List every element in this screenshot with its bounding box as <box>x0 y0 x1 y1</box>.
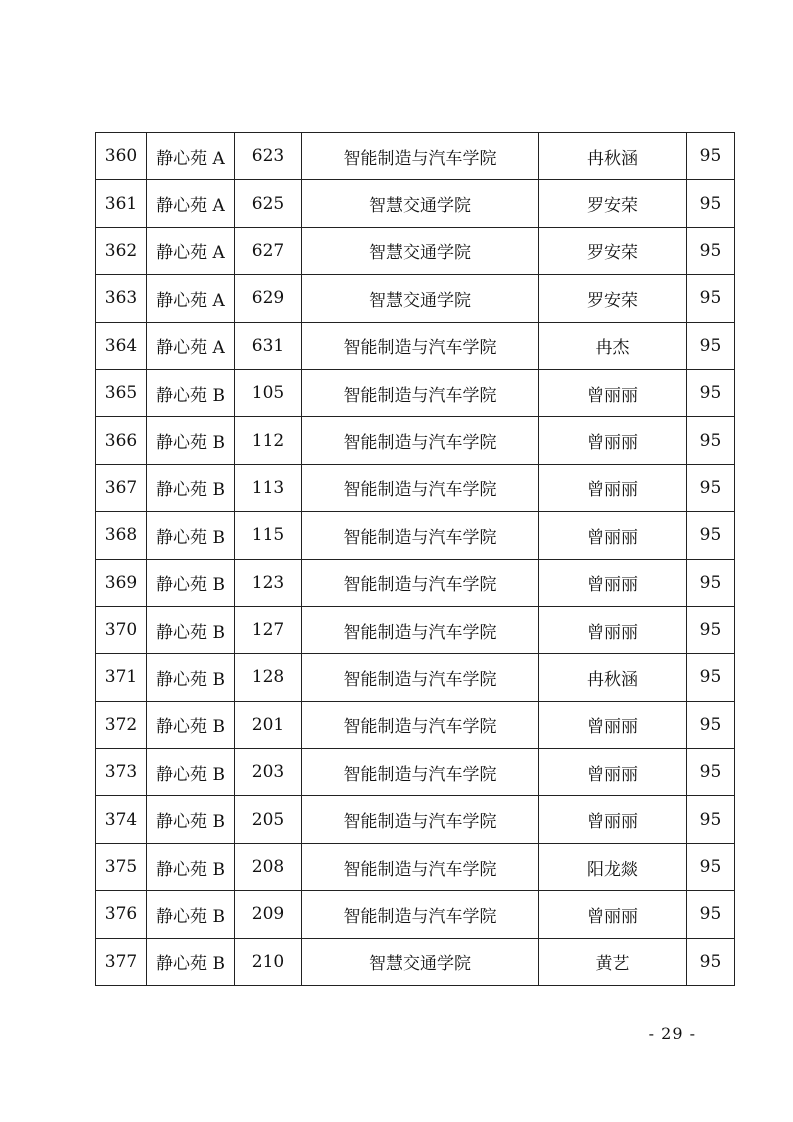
score-cell: 95 <box>687 843 735 890</box>
counselor-cell: 冉秋涵 <box>539 133 687 180</box>
dormitory-score-table <box>95 132 735 986</box>
row-index-cell: 371 <box>96 654 147 701</box>
score-cell: 95 <box>687 322 735 369</box>
score-cell: 95 <box>687 701 735 748</box>
room-number-cell: 627 <box>235 227 302 274</box>
counselor-cell: 曾丽丽 <box>539 464 687 511</box>
table-row <box>96 749 735 796</box>
college-cell: 智能制造与汽车学院 <box>302 464 539 511</box>
row-index-cell: 360 <box>96 133 147 180</box>
row-index-cell: 366 <box>96 417 147 464</box>
room-number-cell: 112 <box>235 417 302 464</box>
table-row <box>96 180 735 227</box>
row-index-cell: 363 <box>96 275 147 322</box>
counselor-cell: 曾丽丽 <box>539 796 687 843</box>
room-number-cell: 623 <box>235 133 302 180</box>
counselor-cell: 冉杰 <box>539 322 687 369</box>
college-cell: 智能制造与汽车学院 <box>302 654 539 701</box>
row-index-cell: 369 <box>96 559 147 606</box>
building-cell: 静心苑 B <box>147 701 235 748</box>
college-cell: 智能制造与汽车学院 <box>302 749 539 796</box>
row-index-cell: 367 <box>96 464 147 511</box>
building-cell: 静心苑 B <box>147 369 235 416</box>
counselor-cell: 曾丽丽 <box>539 701 687 748</box>
counselor-cell: 曾丽丽 <box>539 369 687 416</box>
row-index-cell: 365 <box>96 369 147 416</box>
table-row <box>96 606 735 653</box>
page-number: - 29 - <box>648 1024 696 1043</box>
score-cell: 95 <box>687 275 735 322</box>
table-body <box>96 133 735 986</box>
building-cell: 静心苑 B <box>147 891 235 938</box>
college-cell: 智能制造与汽车学院 <box>302 796 539 843</box>
table-row <box>96 701 735 748</box>
room-number-cell: 210 <box>235 938 302 985</box>
building-cell: 静心苑 A <box>147 322 235 369</box>
room-number-cell: 205 <box>235 796 302 843</box>
table-row <box>96 843 735 890</box>
counselor-cell: 罗安荣 <box>539 180 687 227</box>
counselor-cell: 曾丽丽 <box>539 891 687 938</box>
counselor-cell: 罗安荣 <box>539 275 687 322</box>
room-number-cell: 208 <box>235 843 302 890</box>
building-cell: 静心苑 B <box>147 654 235 701</box>
room-number-cell: 115 <box>235 512 302 559</box>
row-index-cell: 362 <box>96 227 147 274</box>
table-row <box>96 559 735 606</box>
college-cell: 智能制造与汽车学院 <box>302 512 539 559</box>
score-cell: 95 <box>687 464 735 511</box>
college-cell: 智慧交通学院 <box>302 938 539 985</box>
table-row <box>96 796 735 843</box>
counselor-cell: 曾丽丽 <box>539 606 687 653</box>
building-cell: 静心苑 B <box>147 417 235 464</box>
table-row <box>96 654 735 701</box>
room-number-cell: 631 <box>235 322 302 369</box>
row-index-cell: 377 <box>96 938 147 985</box>
table-row <box>96 464 735 511</box>
building-cell: 静心苑 B <box>147 938 235 985</box>
score-cell: 95 <box>687 891 735 938</box>
college-cell: 智能制造与汽车学院 <box>302 891 539 938</box>
room-number-cell: 128 <box>235 654 302 701</box>
table-row <box>96 133 735 180</box>
score-cell: 95 <box>687 796 735 843</box>
counselor-cell: 罗安荣 <box>539 227 687 274</box>
building-cell: 静心苑 A <box>147 180 235 227</box>
college-cell: 智能制造与汽车学院 <box>302 369 539 416</box>
table-row <box>96 417 735 464</box>
table-row <box>96 322 735 369</box>
room-number-cell: 209 <box>235 891 302 938</box>
college-cell: 智慧交通学院 <box>302 180 539 227</box>
counselor-cell: 曾丽丽 <box>539 559 687 606</box>
score-cell: 95 <box>687 133 735 180</box>
room-number-cell: 105 <box>235 369 302 416</box>
building-cell: 静心苑 B <box>147 464 235 511</box>
building-cell: 静心苑 B <box>147 512 235 559</box>
score-cell: 95 <box>687 369 735 416</box>
college-cell: 智能制造与汽车学院 <box>302 701 539 748</box>
table-row <box>96 891 735 938</box>
row-index-cell: 364 <box>96 322 147 369</box>
score-cell: 95 <box>687 749 735 796</box>
table-row <box>96 512 735 559</box>
college-cell: 智能制造与汽车学院 <box>302 133 539 180</box>
table-row <box>96 275 735 322</box>
building-cell: 静心苑 B <box>147 606 235 653</box>
row-index-cell: 368 <box>96 512 147 559</box>
college-cell: 智慧交通学院 <box>302 227 539 274</box>
score-cell: 95 <box>687 938 735 985</box>
score-cell: 95 <box>687 180 735 227</box>
college-cell: 智能制造与汽车学院 <box>302 417 539 464</box>
row-index-cell: 372 <box>96 701 147 748</box>
table-row <box>96 227 735 274</box>
building-cell: 静心苑 A <box>147 227 235 274</box>
table-row <box>96 369 735 416</box>
score-cell: 95 <box>687 417 735 464</box>
row-index-cell: 375 <box>96 843 147 890</box>
row-index-cell: 373 <box>96 749 147 796</box>
room-number-cell: 201 <box>235 701 302 748</box>
row-index-cell: 361 <box>96 180 147 227</box>
building-cell: 静心苑 A <box>147 275 235 322</box>
room-number-cell: 203 <box>235 749 302 796</box>
college-cell: 智能制造与汽车学院 <box>302 606 539 653</box>
row-index-cell: 376 <box>96 891 147 938</box>
building-cell: 静心苑 B <box>147 749 235 796</box>
score-cell: 95 <box>687 654 735 701</box>
score-cell: 95 <box>687 606 735 653</box>
score-cell: 95 <box>687 559 735 606</box>
room-number-cell: 625 <box>235 180 302 227</box>
room-number-cell: 113 <box>235 464 302 511</box>
counselor-cell: 曾丽丽 <box>539 512 687 559</box>
score-cell: 95 <box>687 512 735 559</box>
row-index-cell: 374 <box>96 796 147 843</box>
room-number-cell: 127 <box>235 606 302 653</box>
room-number-cell: 629 <box>235 275 302 322</box>
college-cell: 智慧交通学院 <box>302 275 539 322</box>
building-cell: 静心苑 A <box>147 133 235 180</box>
college-cell: 智能制造与汽车学院 <box>302 559 539 606</box>
building-cell: 静心苑 B <box>147 559 235 606</box>
room-number-cell: 123 <box>235 559 302 606</box>
counselor-cell: 曾丽丽 <box>539 749 687 796</box>
counselor-cell: 曾丽丽 <box>539 417 687 464</box>
college-cell: 智能制造与汽车学院 <box>302 843 539 890</box>
row-index-cell: 370 <box>96 606 147 653</box>
counselor-cell: 阳龙燚 <box>539 843 687 890</box>
counselor-cell: 黄艺 <box>539 938 687 985</box>
building-cell: 静心苑 B <box>147 796 235 843</box>
building-cell: 静心苑 B <box>147 843 235 890</box>
college-cell: 智能制造与汽车学院 <box>302 322 539 369</box>
table-row <box>96 938 735 985</box>
counselor-cell: 冉秋涵 <box>539 654 687 701</box>
score-cell: 95 <box>687 227 735 274</box>
